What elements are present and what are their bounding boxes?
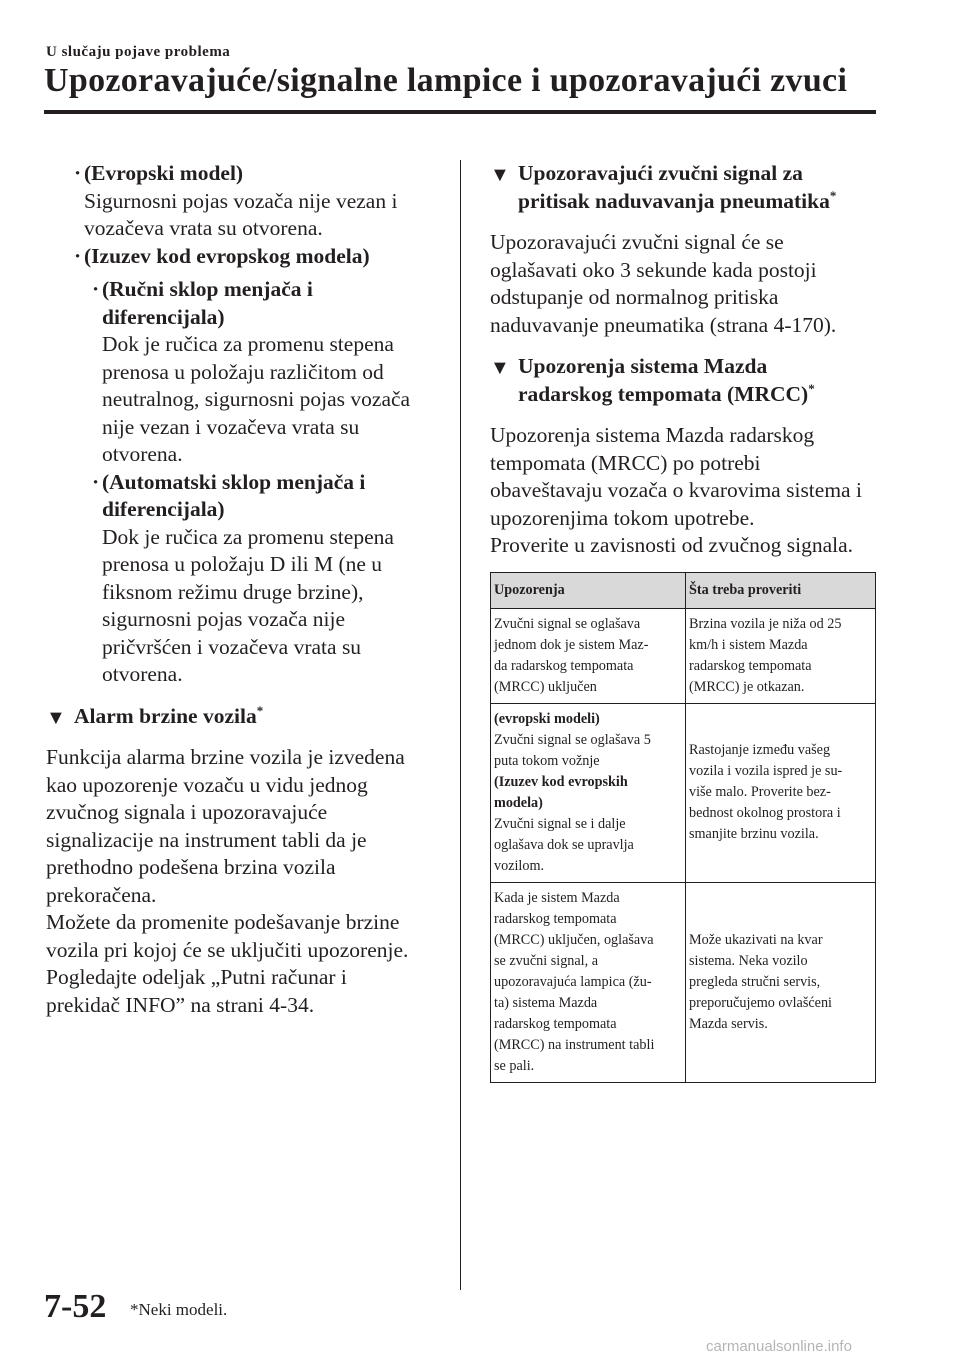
subbullet-automatic-transmission: · (Automatski sklop menjača i (56, 469, 446, 497)
cell-text-line: se zvučni signal, a (494, 952, 599, 969)
cell-text-line: (Izuzev kod evropskih (494, 773, 628, 790)
bullet-european-model: · (Evropski model) (56, 160, 446, 188)
cell-text-line: vozila i vozila ispred je su- (689, 763, 843, 779)
table-row (491, 703, 876, 882)
page-number: 7-52 (44, 1288, 107, 1325)
body-line: otvorena. (102, 662, 183, 686)
header-rule (44, 110, 876, 114)
cell-text-line: oglašava dok se upravlja (494, 836, 634, 853)
section-label: U slučaju pojave problema (46, 44, 231, 60)
cell-text-line: se pali. (494, 1057, 535, 1074)
table-cell (491, 882, 686, 1082)
page-title: Upozoravajuće/signalne lampice i upozoravajući zvuci (44, 62, 848, 99)
body-line: zvučnog signala i upozoravajuće (46, 800, 328, 824)
cell-text-line: (MRCC) na instrument tabli (494, 1036, 655, 1053)
body-line: Sigurnosni pojas vozača nije vezan i (84, 188, 398, 213)
cell-text-line: (MRCC) je otkazan. (689, 678, 805, 695)
watermark: carmanualsonline.info (706, 1338, 852, 1355)
body-line: prekoračena. (46, 882, 157, 907)
body-line: Pogledajte odeljak „Putni računar i (46, 965, 347, 989)
cell-text-line: (MRCC) uključen (494, 678, 597, 695)
body-line: Dok je ručica za promenu stepena (102, 524, 394, 549)
body-line: upozorenjima tokom upotrebe. (490, 505, 755, 530)
cell-text-line: ta) sistema Mazda (494, 994, 598, 1011)
cell-text-line: da radarskog tempomata (494, 657, 634, 674)
cell-text-line: pregleda stručni servis, (689, 973, 821, 990)
body-line: tempomata (MRCC) po potrebi (490, 450, 761, 475)
cell-text-line: Zvučni signal se oglašava (494, 615, 641, 632)
cell-text-line: (evropski modeli) (494, 710, 600, 727)
footnote: *Neki modeli. (130, 1300, 228, 1319)
body-line: nije vezan i vozačeva vrata su (102, 414, 360, 439)
body-line: prenosa u položaju različitom od (102, 359, 384, 384)
table-cell (491, 608, 686, 703)
cell-text-line: Zvučni signal se i dalje (494, 815, 626, 832)
subbullet-title-cont: diferencijala) (102, 497, 225, 521)
table-cell (491, 703, 686, 882)
body-line: vozila pri kojoj će se uključiti upozorenje. (46, 937, 409, 962)
asterisk-marker: * (808, 380, 815, 396)
cell-text-line: Zvučni signal se oglašava 5 (494, 731, 651, 748)
bullet-dot-icon: · (92, 469, 100, 494)
heading-tire-pressure: ▼ Upozoravajući zvučni signal za (490, 160, 878, 188)
mrcc-warning-table (490, 572, 876, 1083)
asterisk-marker: * (256, 702, 264, 718)
column-divider (460, 160, 461, 1290)
table-header-row (491, 572, 876, 608)
cell-text-line: radarskog tempomata (689, 657, 812, 674)
body-line: vozačeva vrata su otvorena. (84, 216, 323, 240)
cell-text-line: Mazda servis. (689, 1015, 768, 1032)
triangle-down-icon: ▼ (490, 357, 510, 379)
body-line: prekidač INFO” na strani 4-34. (46, 992, 315, 1017)
subbullet-manual-transmission: · (Ručni sklop menjača i (56, 276, 446, 304)
cell-text-line: km/h i sistem Mazda (689, 636, 808, 653)
subbullet-title-cont: diferencijala) (102, 304, 225, 329)
heading-mrcc: ▼ Upozorenja sistema Mazda (490, 353, 878, 381)
body-line: kao upozorenje vozaču u vidu jednog (46, 772, 368, 797)
cell-text-line: jednom dok je sistem Maz- (494, 636, 649, 653)
body-line: signalizacije na instrument tabli da je (46, 827, 367, 852)
table-cell (686, 703, 876, 882)
cell-text-line: smanjite brzinu vozila. (689, 826, 819, 842)
body-line: odstupanje od normalnog pritiska (490, 285, 779, 309)
heading-tire-pressure-cont: pritisak naduvavanja pneumatika* (518, 187, 837, 213)
body-line: Funkcija alarma brzine vozila je izvedena (46, 745, 405, 769)
table-header-warnings: Upozorenja (491, 572, 686, 608)
table-row (491, 608, 876, 703)
heading-mrcc-cont: radarskog tempomata (MRCC)* (518, 380, 815, 406)
body-line: sigurnosni pojas vozača nije (102, 607, 346, 631)
table-row (491, 882, 876, 1082)
cell-text-line: modela) (494, 794, 543, 811)
body-line: fiksnom režimu druge brzine), (102, 579, 364, 604)
table-header-check: Šta treba proveriti (686, 572, 876, 608)
body-line: prenosa u položaju D ili M (ne u (102, 552, 383, 576)
right-column (490, 160, 878, 1083)
body-line: pričvršćen i vozačeva vrata su (102, 634, 362, 659)
cell-text-line: više malo. Proverite bez- (689, 784, 831, 800)
cell-text-line: Rastojanje između vašeg (689, 742, 831, 758)
body-line: Dok je ručica za promenu stepena (102, 332, 394, 356)
bullet-dot-icon: · (74, 161, 82, 185)
table-cell (686, 608, 876, 703)
cell-text-line: vozilom. (494, 857, 545, 874)
cell-text-line: Može ukazivati na kvar (689, 931, 823, 948)
cell-text-line: Kada je sistem Mazda (494, 889, 620, 906)
body-line: prethodno podešena brzina vozila (46, 855, 336, 879)
asterisk-marker: * (829, 187, 837, 203)
body-line: Upozorenja sistema Mazda radarskog (490, 423, 815, 447)
table-cell (686, 882, 876, 1082)
body-line: Možete da promenite podešavanje brzine (46, 910, 400, 934)
body-line: naduvavanje pneumatika (strana 4-170). (490, 312, 837, 337)
body-line: otvorena. (102, 442, 183, 466)
body-line: Upozoravajući zvučni signal će se (490, 230, 784, 254)
body-line: Proverite u zavisnosti od zvučnog signala. (490, 533, 854, 557)
cell-text-line: bednost okolnog prostora i (689, 805, 841, 821)
bullet-dot-icon: · (74, 243, 82, 268)
left-column (46, 160, 446, 1019)
cell-text-line: radarskog tempomata (494, 1015, 617, 1032)
cell-text-line: radarskog tempomata (494, 910, 617, 927)
cell-text-line: (MRCC) uključen, oglašava (494, 931, 654, 948)
body-line: obaveštavaju vozača o kvarovima sistema i (490, 478, 862, 502)
cell-text-line: Brzina vozila je niža od 25 (689, 615, 842, 632)
cell-text-line: preporučujemo ovlašćeni (689, 994, 833, 1011)
body-line: oglašavati oko 3 sekunde kada postoji (490, 257, 817, 282)
cell-text-line: puta tokom vožnje (494, 752, 600, 769)
triangle-down-icon: ▼ (490, 164, 510, 186)
triangle-down-icon: ▼ (46, 706, 66, 729)
body-line: neutralnog, sigurnosni pojas vozača (102, 387, 411, 411)
bullet-non-european-model: · (Izuzev kod evropskog modela) (56, 243, 446, 271)
heading-speed-alarm: ▼ Alarm brzine vozila* (46, 703, 446, 731)
bullet-dot-icon: · (92, 277, 100, 301)
cell-text-line: sistema. Neka vozilo (689, 952, 808, 969)
cell-text-line: upozoravajuća lampica (žu- (494, 973, 652, 990)
